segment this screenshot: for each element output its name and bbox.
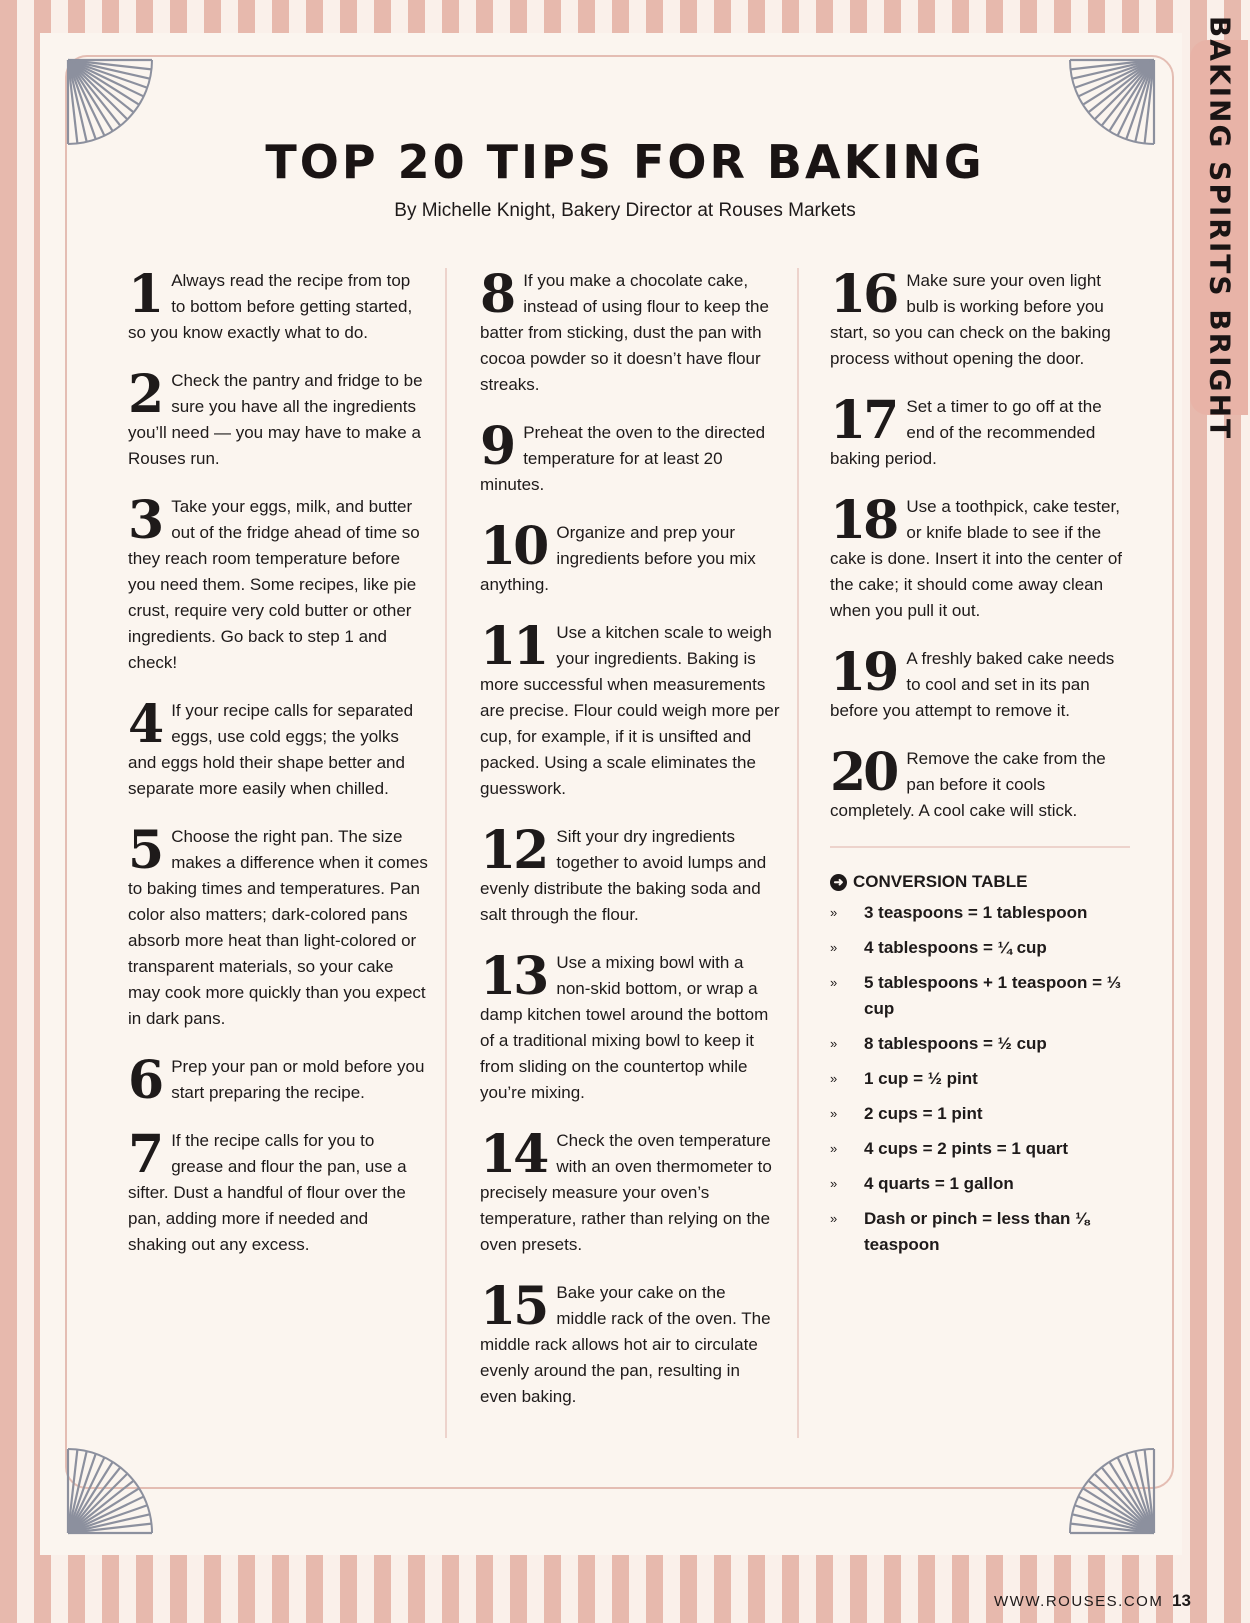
conversion-text: 4 quarts = 1 gallon (864, 1174, 1014, 1193)
bullet-icon: » (830, 1036, 838, 1051)
bullet-icon: » (830, 940, 838, 955)
tip-item (480, 416, 780, 498)
bullet-icon: » (830, 1071, 838, 1086)
byline: By Michelle Knight, Bakery Director at Rouses Markets (394, 200, 856, 221)
tip-text: A freshly baked cake needs to cool and set in its pan before you attempt to remove it. (830, 649, 1115, 720)
tip-item (830, 742, 1130, 824)
tip-number: 3 (128, 490, 162, 551)
tip-number: 14 (480, 1124, 547, 1185)
page-number: 13 (1172, 1591, 1191, 1610)
tip-number: 8 (480, 264, 514, 325)
bullet-icon: » (830, 905, 838, 920)
tips-column-1 (128, 264, 428, 1280)
tip-item (480, 946, 780, 1106)
conversion-text: 3 teaspoons = 1 tablespoon (864, 903, 1088, 922)
tip-item (128, 490, 428, 676)
tip-text: Remove the cake from the pan before it cools completely. A cool cake will stick. (830, 749, 1106, 820)
tip-text: Use a mixing bowl with a non-skid bottom, or wrap a damp kitchen towel around the bottom of a traditional mixing bowl to keep it from sliding on the countertop while you’re mixing. (480, 953, 769, 1102)
conversion-item (830, 935, 1130, 961)
tip-text: Check the oven temperature with an oven thermometer to precisely measure your oven’s temperature, rather than relying on the oven presets. (480, 1131, 772, 1254)
conversion-item (830, 1031, 1130, 1057)
conversion-table-title (830, 872, 1130, 892)
tip-item (830, 490, 1130, 624)
tip-item (128, 264, 428, 346)
section-divider (830, 846, 1130, 848)
tip-text: If you make a chocolate cake, instead of using flour to keep the batter from sticking, dust the pan with cocoa powder so it doesn’t have flour streaks. (480, 271, 769, 394)
tip-item (128, 820, 428, 1032)
tip-item (830, 642, 1130, 724)
tip-text: Organize and prep your ingredients before you mix anything. (480, 523, 756, 594)
conversion-text: 4 tablespoons = ¼ cup (864, 938, 1047, 957)
tip-number: 12 (480, 820, 547, 881)
tip-item (480, 516, 780, 598)
bullet-icon: » (830, 1141, 838, 1156)
bullet-icon: » (830, 1106, 838, 1121)
tip-item (480, 820, 780, 928)
tip-number: 6 (128, 1050, 162, 1111)
tip-number: 13 (480, 946, 547, 1007)
bullet-icon: » (830, 1211, 838, 1226)
tip-text: Set a timer to go off at the end of the recommended baking period. (830, 397, 1102, 468)
sunburst-corner-icon (66, 1447, 154, 1535)
tip-text: If the recipe calls for you to grease and flour the pan, use a sifter. Dust a handful of flour over the pan, adding more if needed and shaking out any excess. (128, 1131, 407, 1254)
tip-text: Always read the recipe from top to bottom before getting started, so you know exactly what to do. (128, 271, 413, 342)
conversion-item (830, 1101, 1130, 1127)
page-title: TOP 20 TIPS FOR BAKING (265, 135, 985, 189)
website-link[interactable]: WWW.ROUSES.COM (994, 1593, 1164, 1610)
tip-item (480, 1124, 780, 1258)
conversion-item (830, 1206, 1130, 1258)
tip-number: 5 (128, 820, 162, 881)
tip-text: Check the pantry and fridge to be sure you have all the ingredients you’ll need — you may have to make a Rouses run. (128, 371, 423, 468)
tip-item (128, 1124, 428, 1258)
tip-text: Bake your cake on the middle rack of the oven. The middle rack allows hot air to circulate evenly around the pan, resulting in even baking. (480, 1283, 771, 1406)
tip-item (830, 390, 1130, 472)
tip-item (830, 264, 1130, 372)
conversion-text: 1 cup = ½ pint (864, 1069, 978, 1088)
tip-number: 15 (480, 1276, 547, 1337)
conversion-item (830, 970, 1130, 1022)
tip-text: Make sure your oven light bulb is working before you start, so you can check on the baking process without opening the door. (830, 271, 1111, 368)
tip-text: Preheat the oven to the directed temperature for at least 20 minutes. (480, 423, 766, 494)
tip-text: Prep your pan or mold before you start preparing the recipe. (171, 1057, 425, 1102)
tips-column-2 (480, 264, 780, 1432)
tip-number: 7 (128, 1124, 162, 1185)
tip-number: 4 (128, 694, 162, 755)
sunburst-corner-icon (1068, 58, 1156, 146)
column-divider (797, 268, 799, 1438)
tip-number: 18 (830, 490, 897, 551)
bullet-icon: » (830, 975, 838, 990)
tip-number: 20 (830, 742, 897, 803)
tip-number: 19 (830, 642, 897, 703)
tip-text: Use a kitchen scale to weigh your ingredients. Baking is more successful when measurements are precise. Flour could weigh more per cup, for example, if it is unsifted and packed. Using a scale eliminates the guesswork. (480, 623, 780, 798)
tip-text: If your recipe calls for separated eggs, use cold eggs; the yolks and eggs hold their shape better and separate more easily when chilled. (128, 701, 414, 798)
tip-text: Choose the right pan. The size makes a difference when it comes to baking times and temperatures. Pan color also matters; dark-colored pans absorb more heat than light-colored or transparent materials, so your cake may cook more quickly than you expect in dark pans. (128, 827, 428, 1028)
tip-item (128, 364, 428, 472)
tip-number: 16 (830, 264, 897, 325)
tip-text: Take your eggs, milk, and butter out of the fridge ahead of time so they reach room temperature before you need them. Some recipes, like pie crust, require very cold butter or other ingredients. Go back to step 1 and check! (128, 497, 420, 672)
tip-number: 9 (480, 416, 514, 477)
conversion-item (830, 1136, 1130, 1162)
tip-number: 11 (480, 616, 547, 677)
sunburst-corner-icon (66, 58, 154, 146)
tip-number: 2 (128, 364, 162, 425)
tip-number: 17 (830, 390, 897, 451)
section-tab-label: BAKING SPIRITS BRIGHT (1203, 15, 1237, 441)
tip-item (480, 616, 780, 802)
conversion-item (830, 1171, 1130, 1197)
tip-number: 1 (128, 264, 162, 325)
tip-text: Use a toothpick, cake tester, or knife blade to see if the cake is done. Insert it into the center of the cake; it should come away clean when you pull it out. (830, 497, 1122, 620)
conversion-title-text: CONVERSION TABLE (853, 872, 1028, 891)
tip-number: 10 (480, 516, 547, 577)
column-divider (445, 268, 447, 1438)
tip-text: Sift your dry ingredients together to avoid lumps and evenly distribute the baking soda and salt through the flour. (480, 827, 767, 924)
tip-item (128, 694, 428, 802)
arrow-circle-icon: ➜ (830, 874, 847, 891)
conversion-text: 2 cups = 1 pint (864, 1104, 983, 1123)
conversion-item (830, 900, 1130, 926)
tip-item (480, 1276, 780, 1410)
sunburst-corner-icon (1068, 1447, 1156, 1535)
tips-column-3 (830, 264, 1130, 1267)
bullet-icon: » (830, 1176, 838, 1191)
conversion-text: 4 cups = 2 pints = 1 quart (864, 1139, 1069, 1158)
conversion-text: 5 tablespoons + 1 teaspoon = ⅓ cup (864, 973, 1121, 1018)
tip-item (480, 264, 780, 398)
conversion-text: Dash or pinch = less than ⅛ teaspoon (864, 1209, 1090, 1254)
conversion-item (830, 1066, 1130, 1092)
conversion-text: 8 tablespoons = ½ cup (864, 1034, 1047, 1053)
tip-item (128, 1050, 428, 1111)
